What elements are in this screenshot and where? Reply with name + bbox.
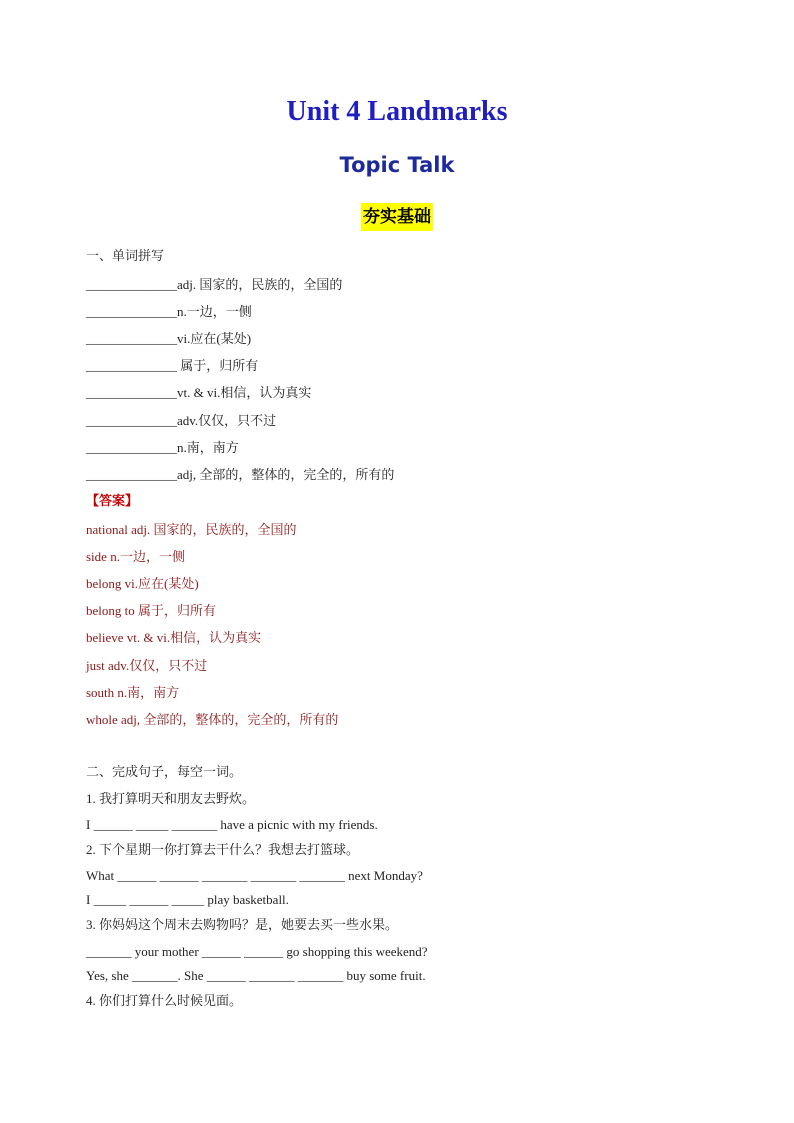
exercise-line: ______________ 属于，归所有 bbox=[86, 358, 259, 373]
exercise-line: ______________adj. 国家的，民族的，全国的 bbox=[86, 277, 343, 292]
answer-blank-line: I _____ ______ _____ play basketball. bbox=[86, 892, 289, 907]
answer-line: south n.南，南方 bbox=[86, 685, 180, 700]
question-line: 3. 你妈妈这个周末去购物吗？是，她要去买一些水果。 bbox=[86, 917, 399, 932]
answer-blank-line: Yes, she _______. She ______ _______ _______ buy some fruit. bbox=[86, 968, 426, 983]
answer-blank-line: I ______ _____ _______ have a picnic with my friends. bbox=[86, 817, 378, 832]
answer-line: just adv.仅仅，只不过 bbox=[86, 658, 208, 673]
exercise-line: ______________vi.应在(某处) bbox=[86, 331, 252, 346]
question-line: 4. 你们打算什么时候见面。 bbox=[86, 993, 243, 1008]
section1-heading: 一、单词拼写 bbox=[86, 249, 165, 264]
answer-line: belong vi.应在(某处) bbox=[86, 576, 199, 591]
answer-blank-line: What ______ ______ _______ _______ _______ next Monday? bbox=[86, 868, 423, 883]
exercise-line: ______________vt. & vi.相信，认为真实 bbox=[86, 385, 312, 400]
exercise-line: ______________n.南，南方 bbox=[86, 440, 239, 455]
answer-label: 【答案】 bbox=[86, 494, 139, 509]
answer-line: believe vt. & vi.相信，认为真实 bbox=[86, 630, 262, 645]
answer-line: whole adj, 全部的，整体的，完全的，所有的 bbox=[86, 712, 339, 727]
question-line: 1. 我打算明天和朋友去野炊。 bbox=[86, 791, 256, 806]
answer-line: belong to 属于，归所有 bbox=[86, 603, 216, 618]
page-subtitle: Topic Talk bbox=[339, 153, 455, 177]
question-line: 2. 下个星期一你打算去干什么？我想去打篮球。 bbox=[86, 842, 360, 857]
section-badge: 夯实基础 bbox=[361, 203, 433, 231]
page-title: Unit 4 Landmarks bbox=[286, 96, 508, 127]
section2-heading: 二、完成句子，每空一词。 bbox=[86, 765, 243, 780]
badge-container bbox=[0, 203, 794, 231]
exercise-line: ______________adv.仅仅，只不过 bbox=[86, 413, 277, 428]
answer-line: side n.一边，一侧 bbox=[86, 549, 185, 564]
answer-line: national adj. 国家的，民族的，全国的 bbox=[86, 522, 297, 537]
answer-blank-line: _______ your mother ______ ______ go shopping this weekend? bbox=[86, 944, 428, 959]
exercise-line: ______________n.一边，一侧 bbox=[86, 304, 252, 319]
exercise-line: ______________adj, 全部的，整体的，完全的，所有的 bbox=[86, 467, 395, 482]
